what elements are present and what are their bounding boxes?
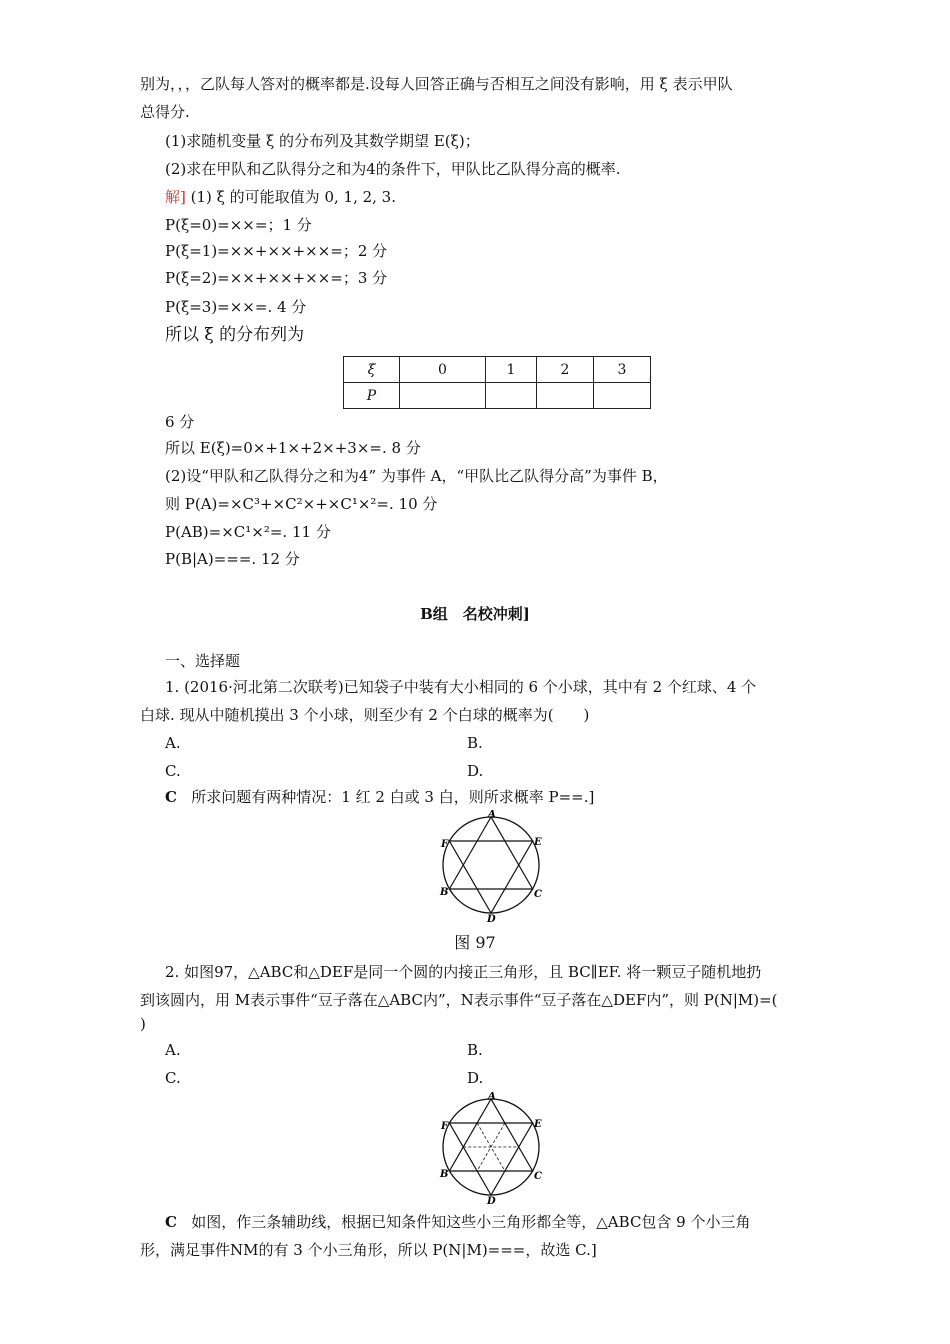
figure-97-diagram [436, 810, 546, 922]
table-cell: P [344, 383, 400, 409]
table-row [344, 383, 651, 409]
q2-line-1: 2. 如图97，△ABC和△DEF是同一个圆的内接正三角形，且 BC∥EF. 将一颗豆子随机地扔 [165, 963, 762, 981]
text-line-1: 别为，，，乙队每人答对的概率都是.设每人回答正确与否相互之间没有影响，用 ξ 表示甲队 [140, 75, 733, 93]
q2-option-d: D. [467, 1069, 484, 1087]
event-definition: (2)设“甲队和乙队得分之和为4” 为事件 A，“甲队比乙队得分高”为事件 B， [165, 467, 668, 485]
table-cell: 2 [537, 357, 594, 383]
figure-caption: 图 97 [454, 933, 496, 952]
table-cell [594, 383, 651, 409]
label-b: B [440, 887, 449, 898]
prob-xi-3: P(ξ=3)=××=. 4 分 [165, 298, 307, 316]
q2-answer-text-1: 如图，作三条辅助线，根据已知条件知这些小三角形都全等，△ABC包含 9 个小三角 [191, 1213, 751, 1231]
q2-option-a: A. [165, 1041, 181, 1059]
label-f: F [441, 839, 449, 850]
prob-xi-0: P(ξ=0)=××=；1 分 [165, 216, 312, 234]
section-type: 一、选择题 [165, 652, 241, 670]
q1-line-1: 1. (2016·河北第二次联考)已知袋子中装有大小相同的 6 个小球，其中有 2 个红球、4 个 [165, 678, 757, 696]
prob-xi-1: P(ξ=1)=××+××+××=；2 分 [165, 242, 388, 260]
distribution-table [343, 356, 651, 409]
prob-xi-2: P(ξ=2)=××+××+××=；3 分 [165, 269, 388, 287]
question-part-1: (1)求随机变量 ξ 的分布列及其数学期望 E(ξ)； [165, 132, 480, 150]
label-d: D [487, 914, 496, 922]
table-cell: ξ [344, 357, 400, 383]
triangle-def [449, 841, 532, 913]
label-d: D [487, 1196, 496, 1204]
score-6: 6 分 [165, 413, 195, 431]
table-cell: 0 [400, 357, 486, 383]
triangle-abc [449, 1099, 532, 1171]
solution-tag: 解] [165, 188, 186, 206]
label-f: F [441, 1121, 449, 1132]
triangle-def [449, 1123, 532, 1195]
question-part-2: (2)求在甲队和乙队得分之和为4的条件下，甲队比乙队得分高的概率. [165, 160, 621, 178]
prob-a: 则 P(A)=×C³+×C²×+×C¹×²=. 10 分 [165, 495, 438, 513]
text-line-2: 总得分. [140, 103, 190, 121]
q1-option-b: B. [467, 734, 483, 752]
q2-option-c: C. [165, 1069, 181, 1087]
table-cell: 3 [594, 357, 651, 383]
solution-intro: (1) ξ 的可能取值为 0, 1, 2, 3. [185, 188, 396, 206]
section-title: B组 名校冲刺] [420, 605, 530, 623]
label-c: C [534, 1171, 542, 1182]
label-e: E [534, 1119, 542, 1130]
q1-line-2: 白球. 现从中随机摸出 3 个小球，则至少有 2 个白球的概率为( ) [140, 706, 590, 724]
q2-answer-letter: C [165, 1213, 177, 1231]
triangle-abc [449, 817, 532, 889]
circumcircle [443, 817, 539, 913]
q1-option-d: D. [467, 762, 484, 780]
distribution-intro: 所以 ξ 的分布列为 [165, 325, 305, 345]
label-a: A [488, 810, 496, 820]
q1-answer-text: 所求问题有两种情况：1 红 2 白或 3 白，则所求概率 P==.] [191, 788, 595, 806]
label-a: A [488, 1092, 496, 1102]
prob-b-given-a: P(B|A)===. 12 分 [165, 550, 300, 568]
q2-line-2: 到该圆内，用 M表示事件“豆子落在△ABC内”，N表示事件“豆子落在△DEF内”，则 P(N|M)=( [140, 991, 778, 1009]
label-e: E [534, 837, 542, 848]
prob-ab: P(AB)=×C¹×²=. 11 分 [165, 523, 331, 541]
table-row [344, 357, 651, 383]
q1-option-c: C. [165, 762, 181, 780]
label-c: C [534, 889, 542, 900]
table-cell: 1 [486, 357, 537, 383]
q1-option-a: A. [165, 734, 181, 752]
table-cell [400, 383, 486, 409]
q2-answer [165, 1212, 751, 1232]
table-cell [537, 383, 594, 409]
expectation-line: 所以 E(ξ)=0×+1×+2×+3×=. 8 分 [165, 439, 421, 457]
q2-option-b: B. [467, 1041, 483, 1059]
table-cell [486, 383, 537, 409]
q2-line-3: ) [140, 1015, 146, 1033]
solution-start [165, 187, 396, 207]
label-b: B [440, 1169, 449, 1180]
figure-97-auxiliary-diagram [436, 1092, 546, 1204]
q2-answer-line-2: 形，满足事件NM的有 3 个小三角形，所以 P(N|M)===，故选 C.] [140, 1241, 597, 1259]
q1-answer [165, 787, 594, 807]
q1-answer-letter: C [165, 788, 177, 806]
